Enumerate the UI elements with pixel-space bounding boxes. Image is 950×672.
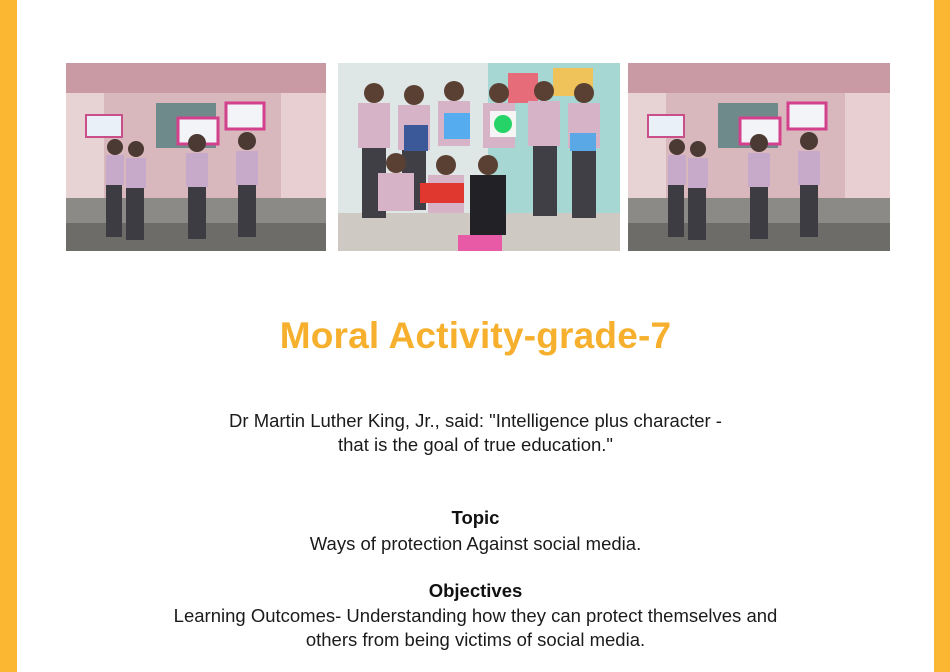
objectives-text xyxy=(17,604,934,652)
topic-heading: Topic xyxy=(451,507,500,528)
photo-students-group-center xyxy=(338,63,620,251)
objectives-heading: Objectives xyxy=(428,580,523,601)
page-title: Moral Activity-grade-7 xyxy=(279,315,672,356)
document-page xyxy=(17,0,934,672)
objectives-line-2: others from being victims of social media. xyxy=(305,629,646,650)
quote-line-1: Dr Martin Luther King, Jr., said: "Intelligence plus character - xyxy=(229,410,722,431)
photo-students-hall-left xyxy=(66,63,326,251)
quote-text xyxy=(17,409,934,457)
photo-students-hall-right xyxy=(628,63,890,251)
objectives-line-1: Learning Outcomes- Understanding how they can protect themselves and xyxy=(173,605,778,626)
topic-text xyxy=(17,532,934,556)
topic-line: Ways of protection Against social media. xyxy=(309,533,642,554)
quote-line-2: that is the goal of true education." xyxy=(338,434,613,455)
